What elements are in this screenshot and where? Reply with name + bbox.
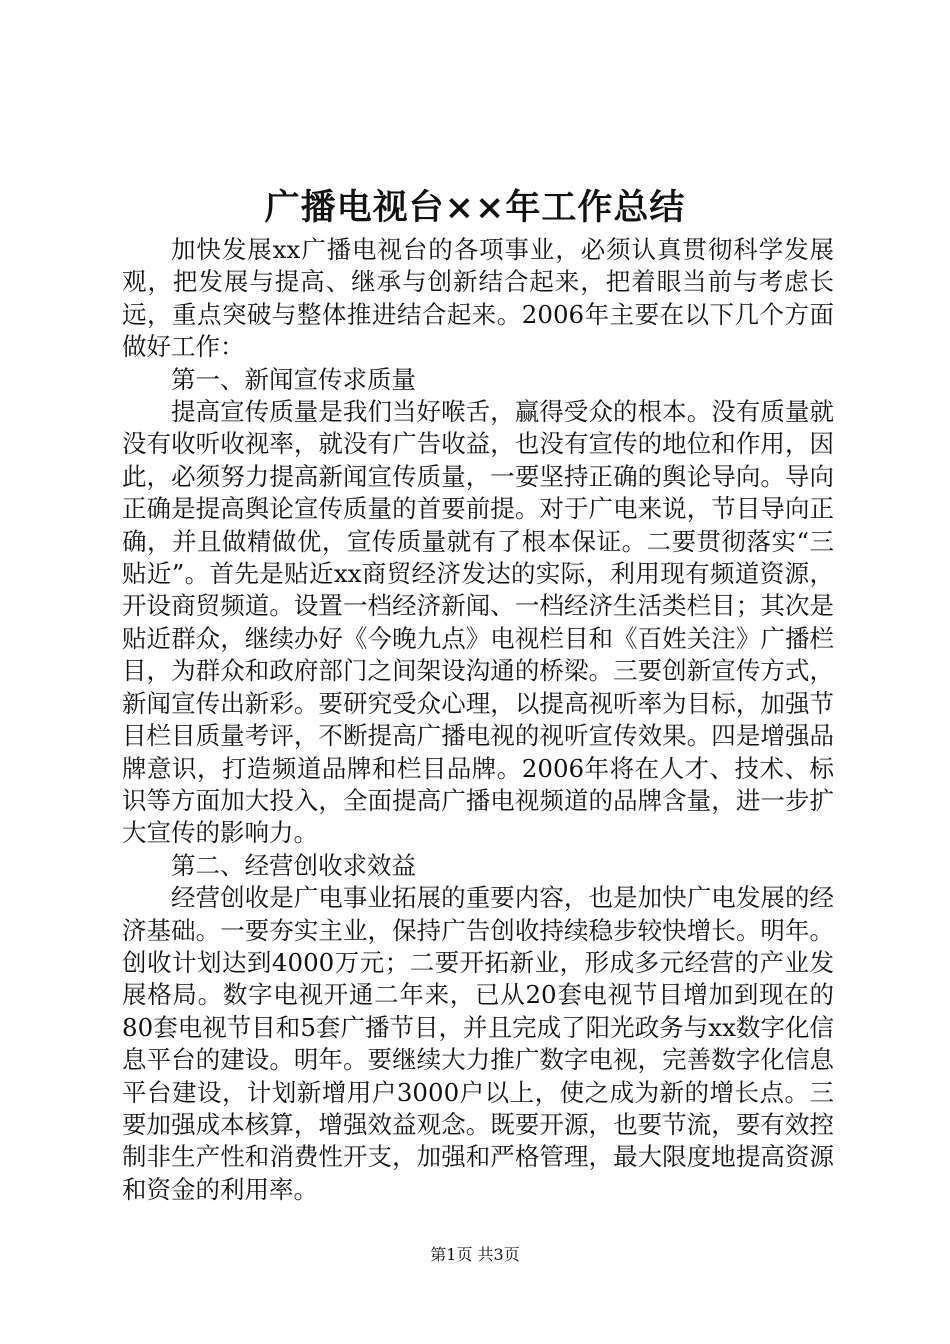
section-2-paragraph: 经营创收是广电事业拓展的重要内容，也是加快广电发展的经济基础。一要夯实主业，保持广告创收持续稳步较快增长。明年。创收计划达到4000万元；二要开拓新业，形成多元经营的产业发展格局。数字电视开通二年来，已从20套电视节目增加到现在的80套电视节目和5套广播节目，并且完成了阳光政务与xx数字化信息平台的建设。明年。要继续大力推广数字电视，完善数字化信息平台建设，计划新增用户3000户以上，使之成为新的增长点。三要加强成本核算，增强效益观念。既要开源，也要节流，要有效控制非生产性和消费性开支，加强和严格管理，最大限度地提高资源和资金的利用率。: [122, 883, 834, 1204]
section-heading-1: 第一、新闻宣传求质量: [171, 364, 416, 394]
section-heading-2: 第二、经营创收求效益: [171, 850, 416, 880]
document-body: [122, 234, 834, 1206]
intro-paragraph: 加快发展xx广播电视台的各项事业，必须认真贯彻科学发展观，把发展与提高、继承与创新结合起来，把着眼当前与考虑长远，重点突破与整体推进结合起来。2006年主要在以下几个方面做好工作：: [122, 235, 834, 362]
page-footer: 第1页 共3页: [430, 1245, 520, 1264]
document-title: 广播电视台××年工作总结: [264, 187, 686, 228]
section-1-paragraph: 提高宣传质量是我们当好喉舌，赢得受众的根本。没有质量就没有收听收视率，就没有广告收益，也没有宣传的地位和作用，因此，必须努力提高新闻宣传质量，一要坚持正确的舆论导向。导向正确是提高舆论宣传质量的首要前提。对于广电来说，节目导向正确，并且做精做优，宣传质量就有了根本保证。二要贯彻落实“三贴近”。首先是贴近xx商贸经济发达的实际，利用现有频道资源，开设商贸频道。设置一档经济新闻、一档经济生活类栏目；其次是贴近群众，继续办好《今晚九点》电视栏目和《百姓关注》广播栏目，为群众和政府部门之间架设沟通的桥梁。三要创新宣传方式，新闻宣传出新彩。要研究受众心理，以提高视听率为目标，加强节目栏目质量考评，不断提高广播电视的视听宣传效果。四是增强品牌意识，打造频道品牌和栏目品牌。2006年将在人才、技术、标识等方面加大投入，全面提高广播电视频道的品牌含量，进一步扩大宣传的影响力。: [122, 397, 834, 848]
